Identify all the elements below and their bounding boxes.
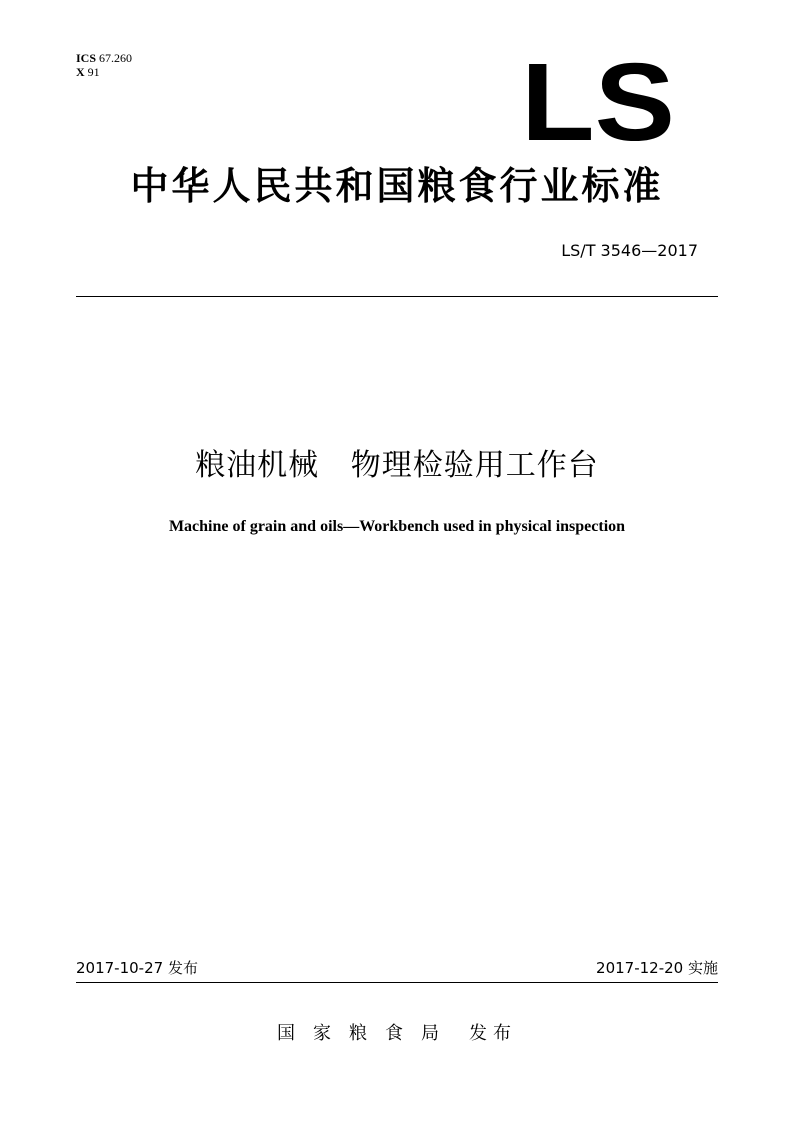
footer-divider: [76, 982, 718, 983]
issuing-organization: 国家粮食局: [277, 1023, 457, 1044]
document-title-zh: 粮油机械 物理检验用工作台: [195, 448, 599, 483]
ics-code: ICS 67.260: [76, 51, 133, 65]
issue-date: 2017-10-27 发布: [76, 959, 198, 977]
ccs-code: X 91: [76, 65, 100, 79]
implementation-date: 2017-12-20 实施: [596, 959, 718, 977]
ls-logo: [520, 60, 676, 142]
svg-text:LS: LS: [521, 60, 675, 142]
standard-code: LS/T 3546—2017: [561, 241, 698, 260]
classification-codes: [76, 51, 132, 79]
issue-action: 发布: [469, 1023, 517, 1044]
issuer-line: [60, 1022, 734, 1046]
header-divider: [76, 296, 718, 297]
standard-title: 中华人民共和国粮食行业标准: [130, 164, 664, 208]
document-title-en: Machine of grain and oils—Workbench used in physical inspection: [168, 518, 626, 535]
